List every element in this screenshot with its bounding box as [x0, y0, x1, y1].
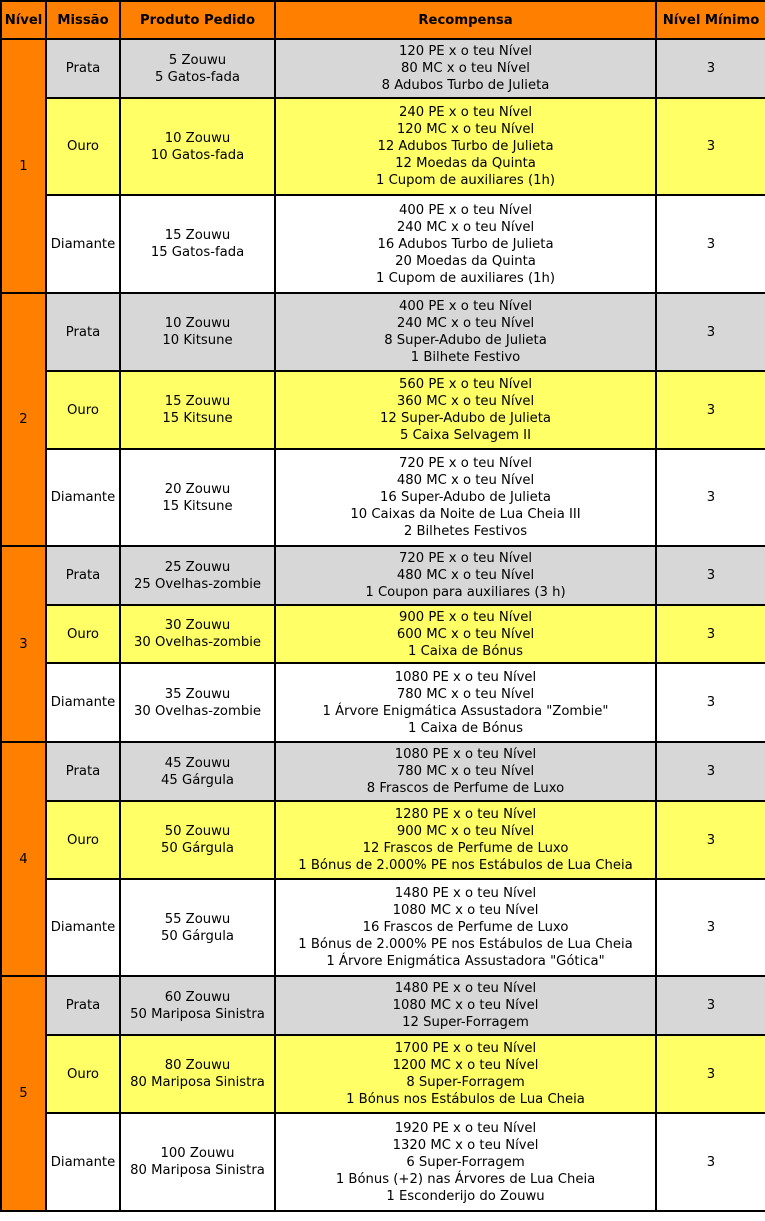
reward-cell-line: 780 MC x o teu Nível: [396, 686, 535, 702]
mission-cell: Diamante: [46, 449, 120, 546]
min-level-cell: 3: [656, 879, 765, 976]
product-cell: [120, 742, 275, 801]
min-level-cell: 3: [656, 742, 765, 801]
product-cell: [120, 293, 275, 371]
reward-cell-line: 12 Super-Adubo de Julieta: [380, 411, 551, 426]
level-cell: 3: [1, 546, 46, 742]
reward-cell-line: 2 Bilhetes Festivos: [403, 524, 528, 539]
reward-cell: [275, 371, 656, 449]
level-cell: 4: [1, 742, 46, 976]
table-row: [1, 976, 765, 1035]
reward-cell: [275, 546, 656, 605]
product-cell: [120, 801, 275, 879]
min-level-cell: 3: [656, 293, 765, 371]
reward-cell-line: 1 Bónus de 2.000% PE nos Estábulos de Lua Cheia: [298, 937, 633, 952]
reward-cell: [275, 663, 656, 742]
reward-cell-line: 780 MC x o teu Nível: [396, 764, 535, 779]
reward-cell: [275, 976, 656, 1035]
reward-cell: [275, 293, 656, 371]
reward-cell-line: 1 Bónus de 2.000% PE nos Estábulos de Lua Cheia: [298, 858, 633, 873]
product-cell-line: 30 Ovelhas-zombie: [134, 635, 261, 650]
product-cell-line: 60 Zouwu: [164, 989, 231, 1005]
reward-cell-line: 8 Super-Adubo de Julieta: [384, 333, 547, 348]
reward-cell-line: 720 PE x o teu Nível: [398, 551, 533, 566]
product-cell-line: 15 Gatos-fada: [150, 245, 245, 260]
reward-cell: [275, 879, 656, 976]
product-cell-line: 5 Zouwu: [168, 52, 227, 68]
reward-cell-line: 1 Caixa de Bónus: [408, 720, 523, 736]
mission-cell: Diamante: [46, 195, 120, 293]
min-level-cell: 3: [656, 195, 765, 293]
product-cell-line: 15 Zouwu: [164, 394, 231, 409]
reward-cell-line: 1080 MC x o teu Nível: [392, 998, 539, 1013]
reward-cell-line: 1080 PE x o teu Nível: [394, 747, 537, 762]
mission-cell: Ouro: [46, 605, 120, 663]
reward-cell-line: 16 Frascos de Perfume de Luxo: [362, 920, 569, 935]
table-row: [1, 801, 765, 879]
table-row: [1, 371, 765, 449]
reward-cell-line: 10 Caixas da Noite de Lua Cheia III: [350, 507, 581, 522]
reward-cell-line: 80 MC x o teu Nível: [401, 61, 530, 76]
product-cell-line: 80 Mariposa Sinistra: [130, 1075, 265, 1090]
reward-cell-line: 1 Cupom de auxiliares (1h): [376, 173, 555, 188]
product-cell: [120, 449, 275, 546]
mission-cell: Ouro: [46, 1035, 120, 1113]
product-cell: [120, 546, 275, 605]
table-row: [1, 663, 765, 742]
mission-cell: Prata: [46, 293, 120, 371]
mission-cell: Prata: [46, 742, 120, 801]
table-row: [1, 605, 765, 663]
reward-cell-line: 400 PE x o teu Nível: [398, 299, 533, 314]
product-cell-line: 15 Kitsune: [162, 498, 233, 514]
mission-cell: Prata: [46, 546, 120, 605]
product-cell-line: 50 Mariposa Sinistra: [130, 1006, 265, 1022]
min-level-cell: 3: [656, 449, 765, 546]
reward-cell: [275, 801, 656, 879]
reward-cell-line: 1 Árvore Enigmática Assustadora "Zombie": [322, 703, 609, 719]
reward-cell-line: 12 Frascos de Perfume de Luxo: [362, 841, 569, 856]
product-cell-line: 20 Zouwu: [164, 481, 231, 497]
product-cell-line: 15 Zouwu: [164, 228, 231, 243]
reward-cell-line: 560 PE x o teu Nível: [398, 377, 533, 392]
min-level-cell: 3: [656, 39, 765, 98]
reward-cell-line: 1 Bónus nos Estábulos de Lua Cheia: [346, 1092, 585, 1107]
reward-cell-line: 1 Cupom de auxiliares (1h): [376, 270, 555, 286]
product-cell-line: 10 Kitsune: [162, 333, 233, 348]
min-level-cell: 3: [656, 1035, 765, 1113]
product-cell-line: 55 Zouwu: [164, 911, 231, 927]
min-level-cell: 3: [656, 663, 765, 742]
mission-cell: Ouro: [46, 801, 120, 879]
min-level-cell: 3: [656, 1113, 765, 1211]
reward-cell-line: 12 Super-Forragem: [402, 1015, 529, 1030]
product-cell: [120, 98, 275, 195]
product-cell: [120, 605, 275, 663]
reward-cell-line: 12 Moedas da Quinta: [395, 156, 536, 171]
product-cell-line: 50 Zouwu: [164, 824, 231, 839]
header-product: Produto Pedido: [120, 1, 275, 39]
product-cell-line: 25 Zouwu: [164, 559, 231, 575]
product-cell: [120, 39, 275, 98]
reward-cell-line: 1700 PE x o teu Nível: [394, 1041, 537, 1056]
table-row: [1, 39, 765, 98]
table-header: [1, 1, 765, 39]
reward-cell-line: 1 Coupon para auxiliares (3 h): [365, 585, 566, 600]
product-cell-line: 35 Zouwu: [164, 686, 231, 702]
reward-cell-line: 1280 PE x o teu Nível: [394, 807, 537, 822]
product-cell-line: 80 Mariposa Sinistra: [130, 1163, 265, 1178]
reward-cell-line: 1 Caixa de Bónus: [408, 643, 523, 659]
reward-cell-line: 120 MC x o teu Nível: [396, 122, 535, 137]
reward-cell: [275, 605, 656, 663]
reward-cell-line: 8 Frascos de Perfume de Luxo: [366, 781, 565, 796]
product-cell-line: 10 Zouwu: [164, 130, 231, 146]
product-cell-line: 30 Ovelhas-zombie: [134, 703, 261, 719]
reward-cell-line: 1 Árvore Enigmática Assustadora "Gótica": [326, 954, 605, 969]
product-cell: [120, 663, 275, 742]
header-mission: Missão: [46, 1, 120, 39]
product-cell-line: 45 Zouwu: [164, 755, 231, 771]
mission-cell: Prata: [46, 39, 120, 98]
product-cell: [120, 371, 275, 449]
table-row: [1, 879, 765, 976]
reward-cell-line: 480 MC x o teu Nível: [396, 568, 535, 583]
header-min-level: Nível Mínimo: [656, 1, 765, 39]
product-cell-line: 10 Gatos-fada: [150, 147, 245, 163]
reward-cell-line: 400 PE x o teu Nível: [398, 202, 533, 218]
table-row: [1, 1035, 765, 1113]
table-row: [1, 546, 765, 605]
reward-cell-line: 900 PE x o teu Nível: [398, 609, 533, 625]
reward-cell-line: 16 Adubos Turbo de Julieta: [377, 236, 554, 252]
reward-cell-line: 480 MC x o teu Nível: [396, 473, 535, 488]
product-cell: [120, 879, 275, 976]
reward-cell-line: 1 Bónus (+2) nas Árvores de Lua Cheia: [335, 1171, 596, 1187]
mission-cell: Ouro: [46, 98, 120, 195]
table-row: [1, 195, 765, 293]
product-cell-line: 100 Zouwu: [160, 1146, 235, 1161]
table-row: [1, 1113, 765, 1211]
table-body: [1, 39, 765, 1211]
product-cell: [120, 1035, 275, 1113]
product-cell: [120, 1113, 275, 1211]
reward-cell: [275, 1113, 656, 1211]
reward-cell: [275, 742, 656, 801]
reward-cell-line: 240 MC x o teu Nível: [396, 316, 535, 331]
reward-cell-line: 360 MC x o teu Nível: [396, 394, 535, 409]
reward-cell-line: 1200 MC x o teu Nível: [392, 1058, 539, 1073]
product-cell-line: 15 Kitsune: [162, 411, 233, 426]
reward-cell-line: 1920 PE x o teu Nível: [394, 1120, 537, 1136]
product-cell-line: 10 Zouwu: [164, 316, 231, 331]
product-cell-line: 25 Ovelhas-zombie: [134, 576, 261, 592]
table-row: [1, 742, 765, 801]
mission-cell: Diamante: [46, 879, 120, 976]
reward-cell-line: 8 Super-Forragem: [406, 1075, 525, 1090]
reward-cell-line: 16 Super-Adubo de Julieta: [380, 490, 551, 505]
product-cell: [120, 195, 275, 293]
reward-cell: [275, 1035, 656, 1113]
mission-cell: Diamante: [46, 663, 120, 742]
reward-cell-line: 1480 PE x o teu Nível: [394, 981, 537, 996]
min-level-cell: 3: [656, 976, 765, 1035]
mission-cell: Diamante: [46, 1113, 120, 1211]
min-level-cell: 3: [656, 371, 765, 449]
mission-cell: Ouro: [46, 371, 120, 449]
reward-cell-line: 1320 MC x o teu Nível: [392, 1137, 539, 1153]
level-cell: 5: [1, 976, 46, 1211]
product-cell-line: 80 Zouwu: [164, 1058, 231, 1073]
level-cell: 2: [1, 293, 46, 546]
reward-cell-line: 720 PE x o teu Nível: [398, 456, 533, 471]
product-cell-line: 30 Zouwu: [164, 618, 231, 633]
reward-cell-line: 900 MC x o teu Nível: [396, 824, 535, 839]
reward-cell-line: 8 Adubos Turbo de Julieta: [381, 78, 550, 93]
reward-cell-line: 240 PE x o teu Nível: [398, 105, 533, 120]
reward-cell-line: 6 Super-Forragem: [406, 1154, 525, 1170]
header-row: [1, 1, 765, 39]
header-reward: Recompensa: [275, 1, 656, 39]
min-level-cell: 3: [656, 98, 765, 195]
reward-cell: [275, 195, 656, 293]
table-row: [1, 98, 765, 195]
reward-cell-line: 1080 PE x o teu Nível: [394, 669, 537, 685]
min-level-cell: 3: [656, 801, 765, 879]
header-level: Nível: [1, 1, 46, 39]
reward-cell-line: 1 Esconderijo do Zouwu: [386, 1188, 545, 1204]
reward-cell: [275, 449, 656, 546]
reward-cell-line: 20 Moedas da Quinta: [395, 253, 536, 269]
reward-cell: [275, 39, 656, 98]
level-cell: 1: [1, 39, 46, 293]
reward-cell-line: 600 MC x o teu Nível: [396, 626, 535, 642]
min-level-cell: 3: [656, 605, 765, 663]
product-cell-line: 50 Gárgula: [161, 928, 234, 944]
product-cell-line: 50 Gárgula: [161, 841, 234, 856]
reward-cell-line: 120 PE x o teu Nível: [398, 44, 533, 59]
reward-cell-line: 12 Adubos Turbo de Julieta: [377, 139, 554, 154]
table-row: [1, 449, 765, 546]
min-level-cell: 3: [656, 546, 765, 605]
reward-cell-line: 1 Bilhete Festivo: [410, 350, 521, 365]
reward-cell-line: 1080 MC x o teu Nível: [392, 903, 539, 918]
product-cell-line: 5 Gatos-fada: [155, 69, 240, 85]
product-cell-line: 45 Gárgula: [161, 772, 234, 788]
reward-cell-line: 5 Caixa Selvagem II: [400, 428, 531, 443]
table-row: [1, 293, 765, 371]
reward-cell: [275, 98, 656, 195]
product-cell: [120, 976, 275, 1035]
reward-cell-line: 1480 PE x o teu Nível: [394, 886, 537, 901]
mission-cell: Prata: [46, 976, 120, 1035]
reward-cell-line: 240 MC x o teu Nível: [396, 219, 535, 235]
